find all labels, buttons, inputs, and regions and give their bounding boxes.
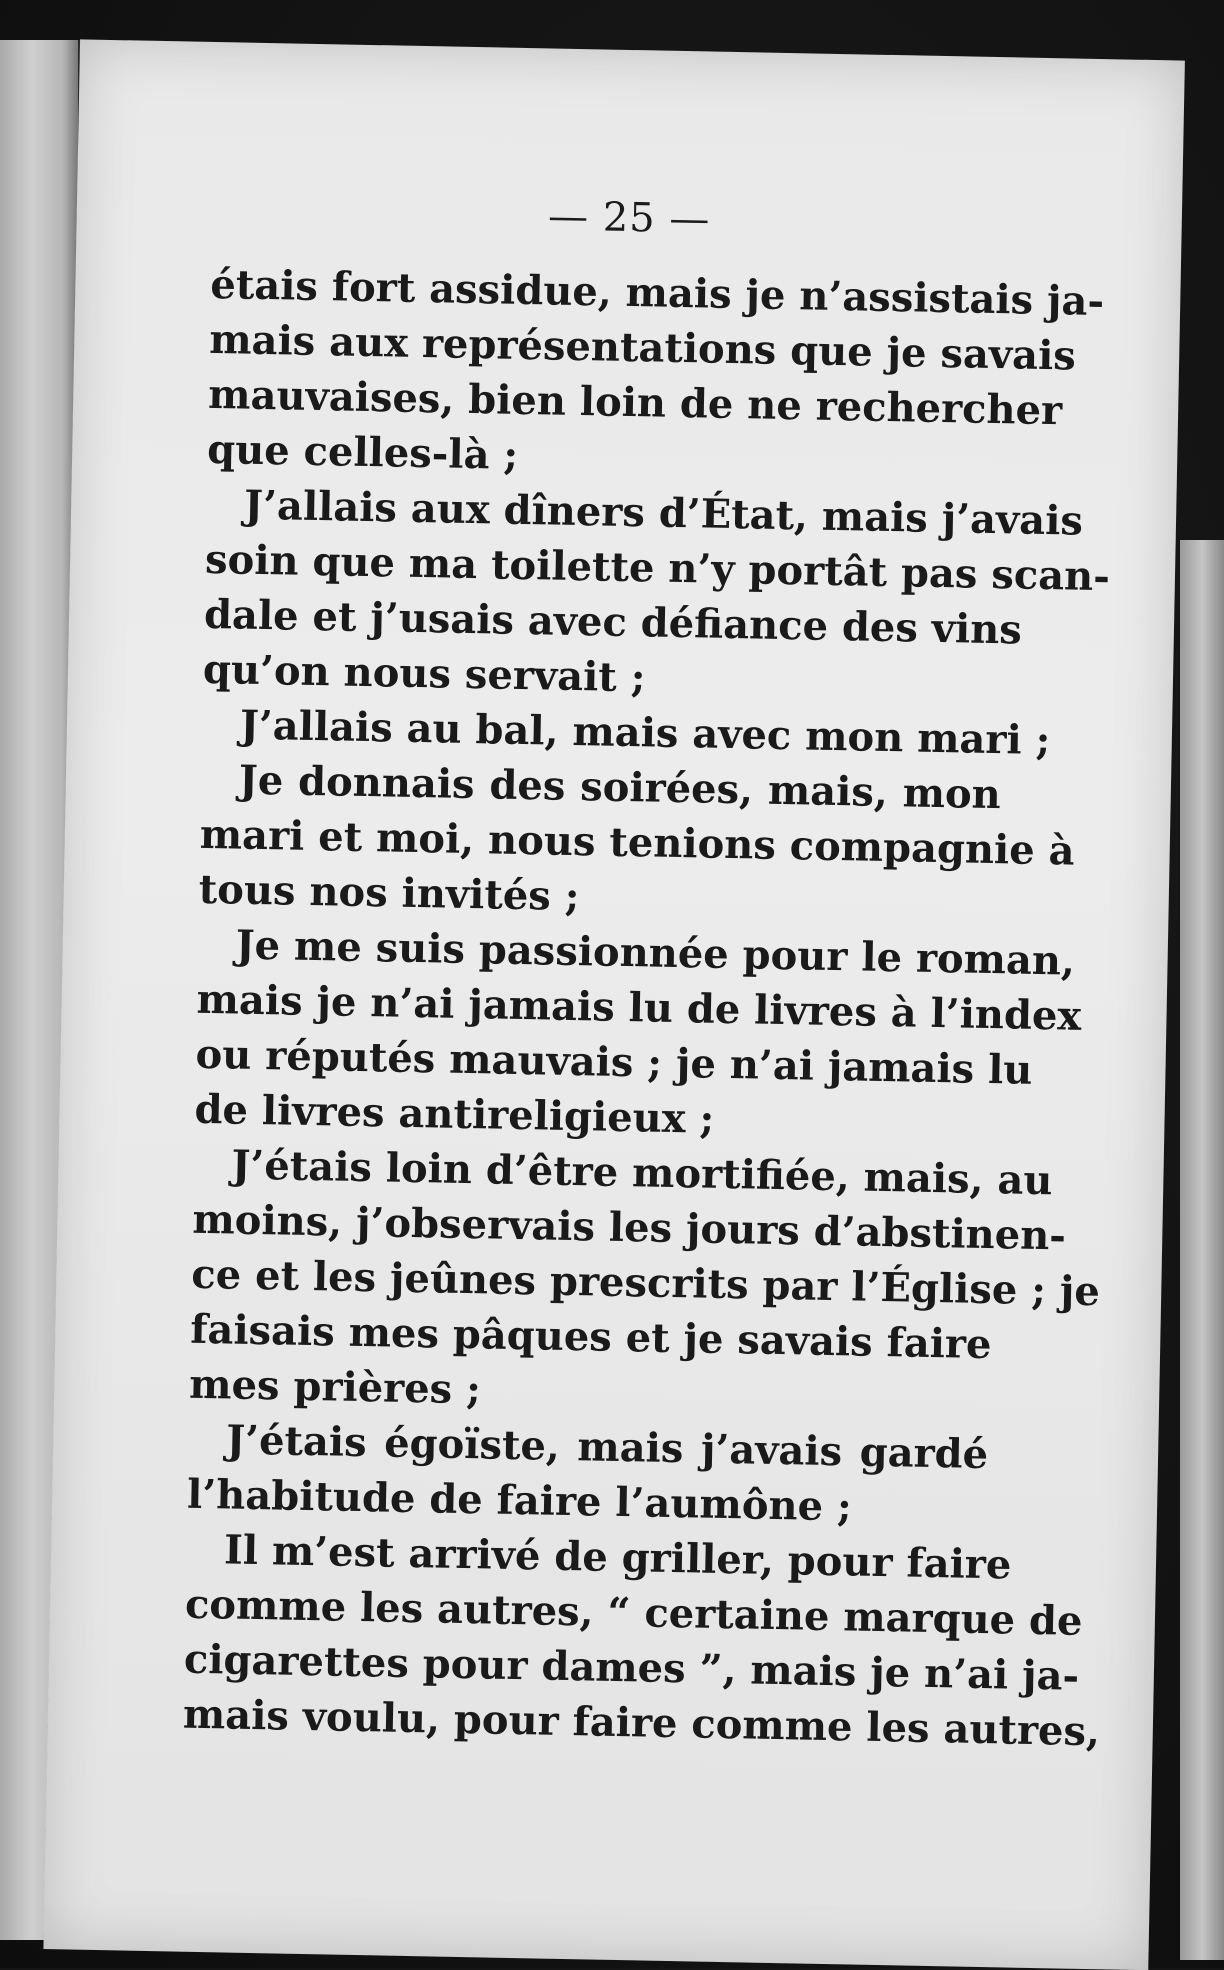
text-line: qu’on nous servait ; — [202, 645, 646, 702]
text-line: J’allais aux dîners d’État, mais j’avais — [243, 481, 1084, 545]
text-line: comme les autres, “ certaine marque de — [184, 1580, 1083, 1645]
text-line: mais aux représentations que je savais — [208, 315, 1077, 380]
text-line: soin que ma toilette n’y portât pas scan- — [204, 535, 1111, 601]
next-page-edge — [1180, 540, 1224, 1960]
text-line: mauvaises, bien loin de ne rechercher — [207, 370, 1063, 435]
text-line: Je donnais des soirées, mais, mon — [238, 756, 1002, 819]
text-line: J’étais égoïste, mais j’avais gardé — [225, 1416, 989, 1479]
text-line: que celles-là ; — [206, 425, 519, 479]
text-line: moins, j’observais les jours d’abstinen- — [192, 1195, 1067, 1260]
page-number: — 25 — — [547, 193, 711, 243]
text-line: mais voulu, pour faire comme les autres, — [182, 1690, 1101, 1756]
text-line: l’habitude de faire l’aumône ; — [186, 1470, 853, 1531]
text-line: faisais mes pâques et je savais faire — [189, 1305, 992, 1369]
text-line: mais je n’ai jamais lu de livres à l’index — [196, 975, 1082, 1040]
text-line: Il m’est arrivé de griller, pour faire — [223, 1526, 1012, 1589]
text-line: mari et moi, nous tenions compagnie à — [199, 810, 1075, 875]
text-line: J’allais au bal, mais avec mon mari ; — [239, 701, 1051, 765]
body-text — [182, 257, 1111, 1757]
text-line: tous nos invités ; — [198, 865, 580, 921]
text-line: étais fort assidue, mais je n’assistais ja- — [209, 260, 1105, 326]
text-line: ce et les jeûnes prescrits par l’Église ; je — [190, 1250, 1101, 1316]
book-page — [43, 39, 1184, 1970]
text-line: ou réputés mauvais ; je n’ai jamais lu — [195, 1030, 1033, 1094]
text-line: dale et j’usais avec défiance des vins — [203, 590, 1023, 654]
text-line: mes prières ; — [188, 1360, 482, 1414]
text-line: Je me suis passionnée pour le roman, — [235, 921, 1076, 985]
text-line: cigarettes pour dames ”, mais je n’ai ja- — [183, 1635, 1080, 1700]
text-line: de livres antireligieux ; — [194, 1085, 715, 1143]
text-line: J’étais loin d’être mortifiée, mais, au — [231, 1141, 1053, 1205]
